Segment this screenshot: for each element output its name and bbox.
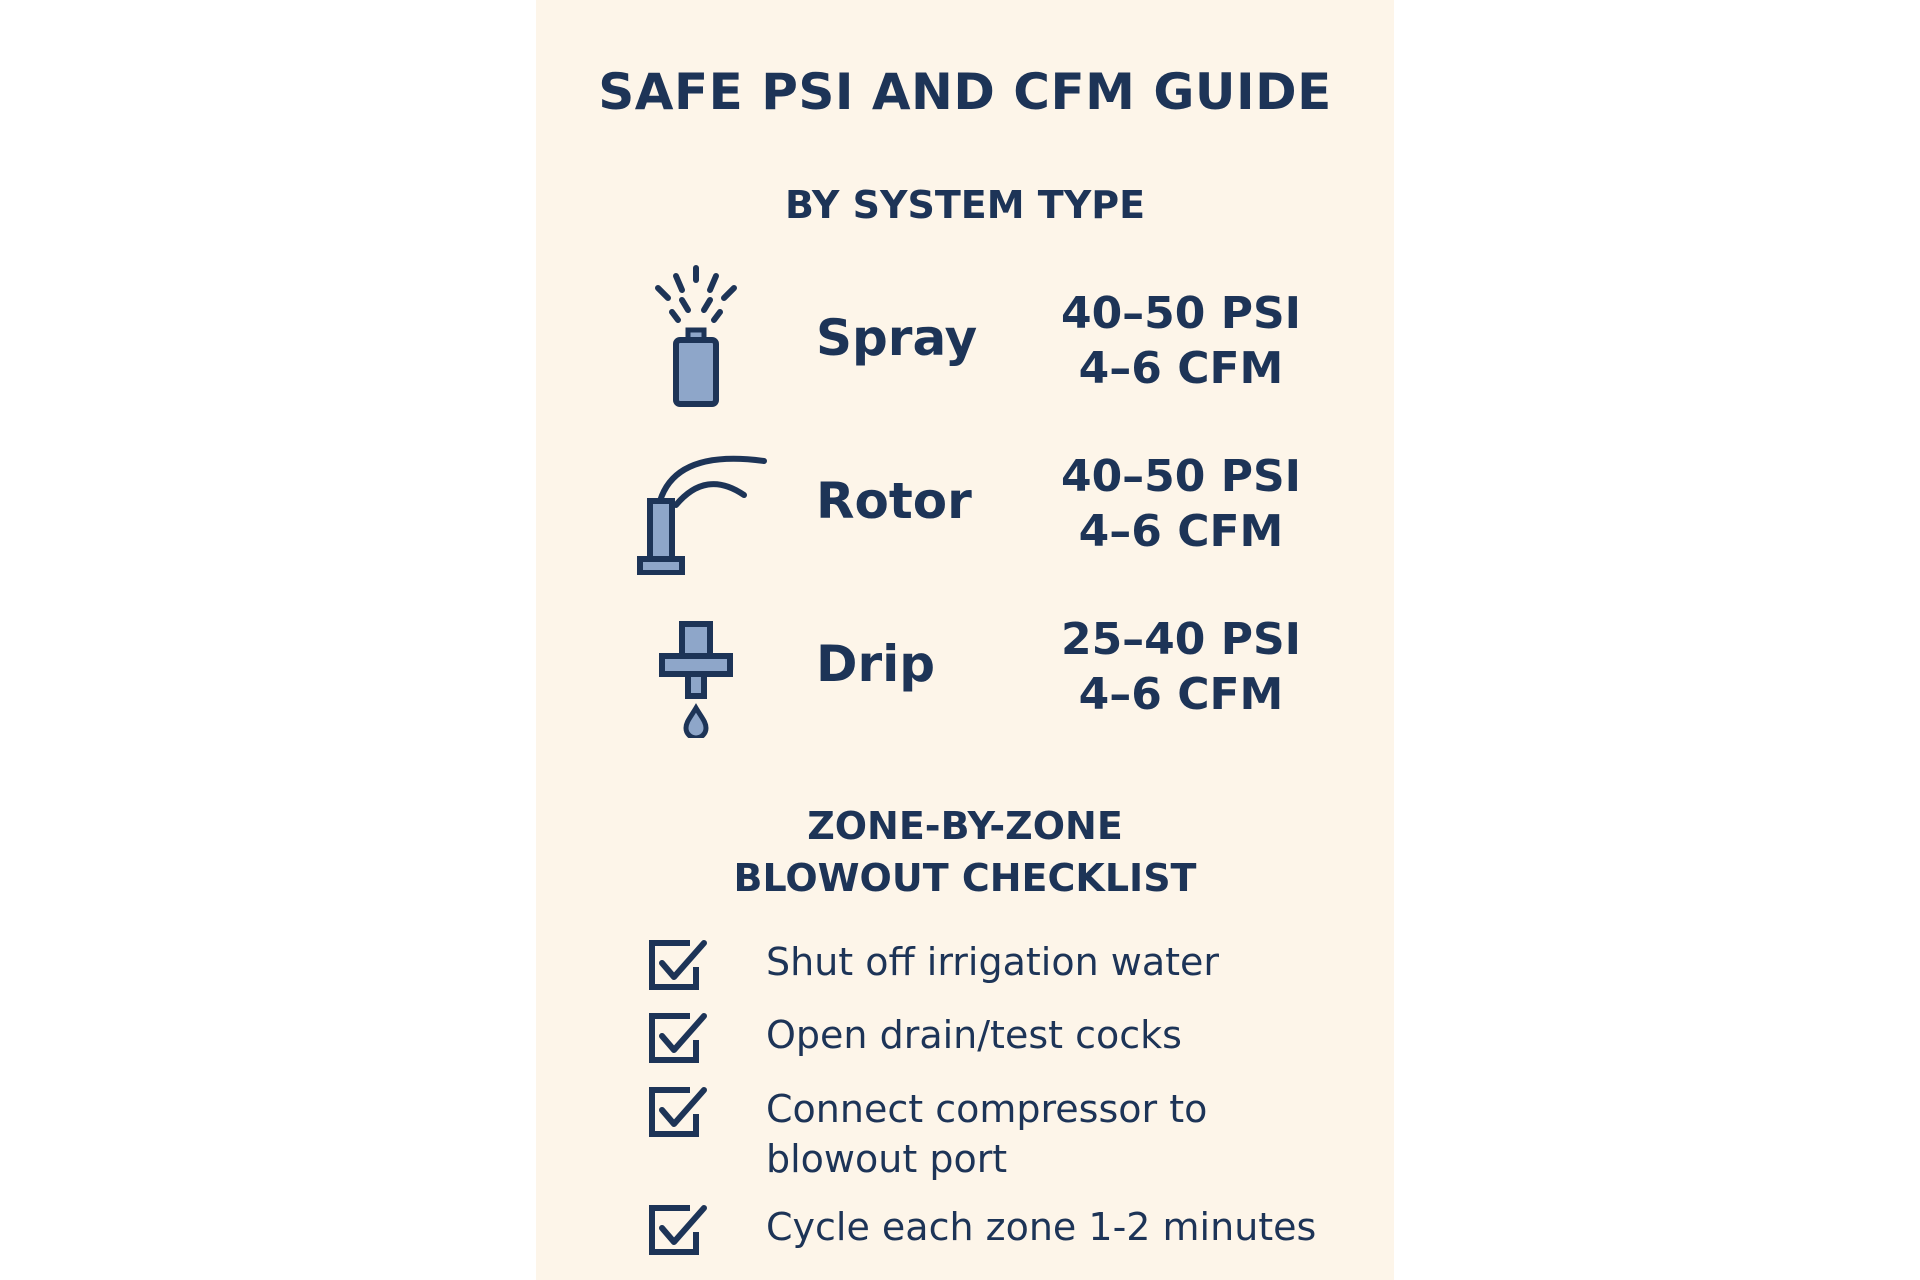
system-values bbox=[1036, 612, 1326, 722]
checklist-item-label: Cycle each zone 1-2 minutes bbox=[766, 1205, 1317, 1249]
checkbox-checked-icon bbox=[646, 1008, 710, 1068]
checklist-title-line2: BLOWOUT CHECKLIST bbox=[733, 856, 1197, 900]
checkbox-checked-icon bbox=[646, 935, 710, 995]
checkbox-checked-icon bbox=[646, 1082, 710, 1142]
page-title: SAFE PSI AND CFM GUIDE bbox=[598, 63, 1332, 121]
checklist-item-label: Connect compressor to blowout port bbox=[766, 1087, 1208, 1181]
checklist-item-label: Shut off irrigation water bbox=[766, 940, 1220, 984]
cfm-value: 4–6 CFM bbox=[1078, 343, 1284, 394]
psi-value: 40–50 PSI bbox=[1060, 451, 1302, 502]
checkbox-checked-icon bbox=[646, 1200, 710, 1260]
system-row-rotor bbox=[536, 425, 1394, 575]
system-name: Rotor bbox=[816, 472, 972, 530]
rotor-head-icon bbox=[636, 425, 756, 575]
guide-panel bbox=[536, 0, 1394, 1280]
checklist-item-label: Open drain/test cocks bbox=[766, 1013, 1182, 1057]
cfm-value: 4–6 CFM bbox=[1078, 506, 1284, 557]
psi-value: 25–40 PSI bbox=[1060, 614, 1302, 665]
system-name: Drip bbox=[816, 635, 936, 693]
cfm-value: 4–6 CFM bbox=[1078, 669, 1284, 720]
system-row-drip bbox=[536, 588, 1394, 738]
drip-emitter-icon bbox=[636, 588, 756, 738]
checklist-title-line1: ZONE-BY-ZONE bbox=[807, 804, 1123, 848]
section-title-checklist bbox=[536, 800, 1394, 904]
system-name: Spray bbox=[816, 309, 978, 367]
spray-head-icon bbox=[636, 262, 756, 412]
system-values bbox=[1036, 449, 1326, 559]
system-row-spray bbox=[536, 262, 1394, 412]
section-title-system-type: BY SYSTEM TYPE bbox=[784, 183, 1146, 227]
system-values bbox=[1036, 286, 1326, 396]
psi-value: 40–50 PSI bbox=[1060, 288, 1302, 339]
